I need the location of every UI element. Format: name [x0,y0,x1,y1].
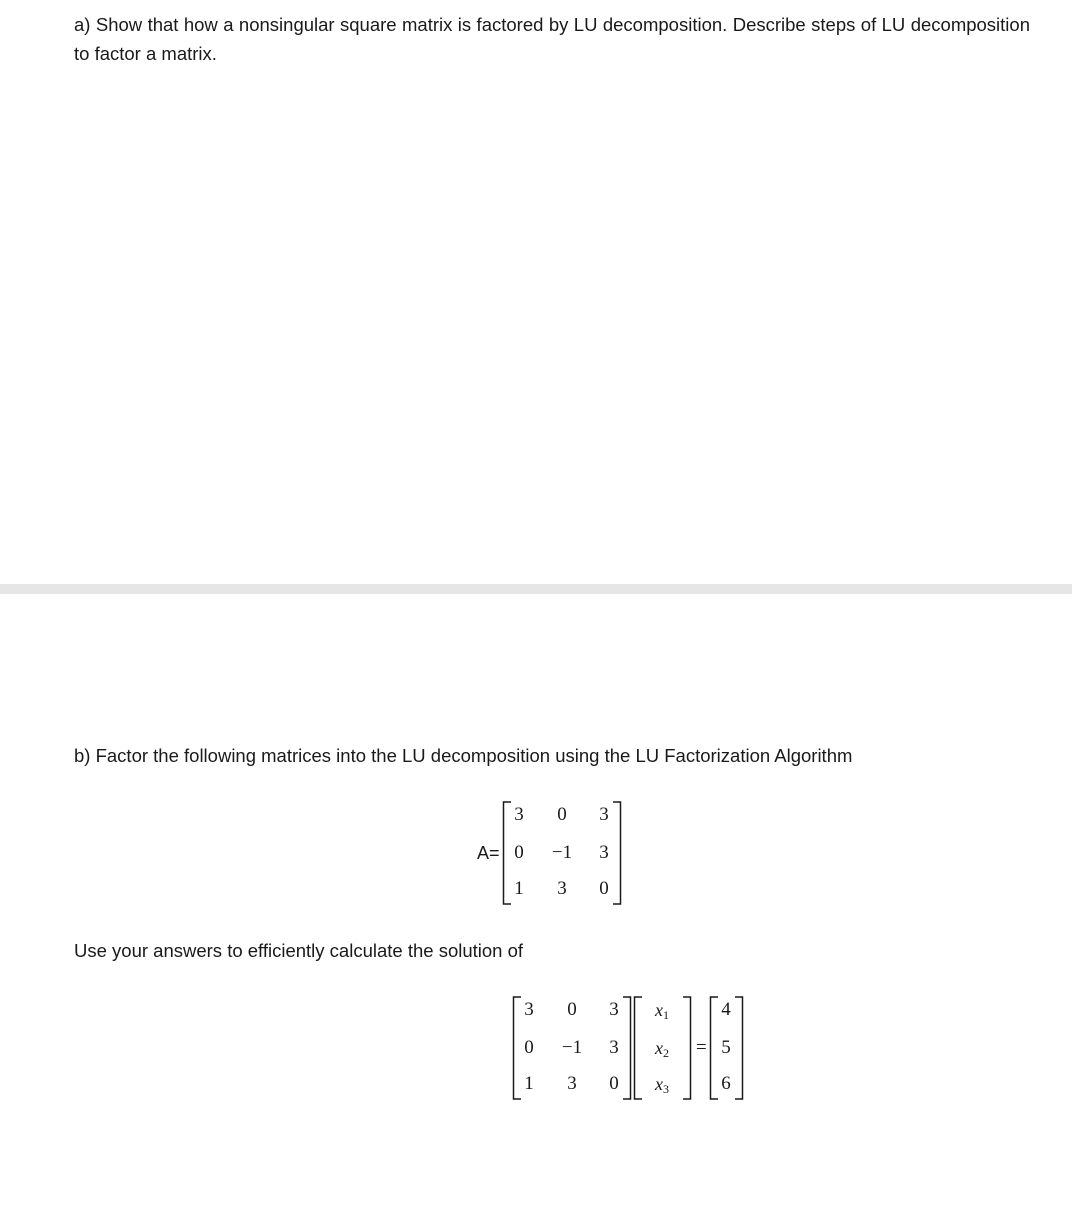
coeff-matrix-cell: 3 [609,1037,619,1058]
question-b-text: b) Factor the following matrices into the LU decomposition using the LU Factorization Algorithm [74,745,853,766]
coeff-matrix-cell: 0 [567,999,577,1020]
variable-x2: $x_2$ [655,1038,669,1060]
coeff-matrix-cell: 0 [524,1037,534,1058]
coeff-matrix-cell: 3 [524,999,534,1020]
section-divider [0,584,1072,594]
coeff-matrix-cell: 3 [609,999,619,1020]
coeff-matrix-cell: 0 [609,1073,619,1094]
matrix-a-cell: 3 [599,804,609,825]
coeff-matrix-cell: 1 [524,1073,534,1094]
matrix-a-cell: −1 [551,842,573,863]
matrix-a-cell: 0 [514,842,524,863]
question-a-text: a) Show that how a nonsingular square matrix is factored by LU decomposition. Describe steps of LU decomposition to factor a matrix. [74,14,1030,64]
matrix-a-cell: 1 [514,878,524,899]
coeff-matrix-cell: 3 [567,1073,577,1094]
matrix-a-cell: 3 [557,878,567,899]
variable-x3: $x_3$ [655,1074,669,1096]
matrix-a-cell: 0 [599,878,609,899]
rhs-value: 5 [721,1037,731,1058]
matrix-a-cell: 0 [557,804,567,825]
matrix-a-cell: 3 [514,804,524,825]
instruction-text: Use your answers to efficiently calculate the solution of [74,940,524,961]
equals-sign: = [696,1037,707,1058]
rhs-value: 6 [721,1073,731,1094]
rhs-value: 4 [721,999,731,1020]
matrix-a-label: A= [477,843,500,863]
variable-x1: $x_1$ [655,1000,669,1022]
variable-vector-left-bracket [633,996,643,1100]
coeff-matrix-cell: −1 [561,1037,583,1058]
matrix-a-cell: 3 [599,842,609,863]
variable-vector-right-bracket [682,996,692,1100]
